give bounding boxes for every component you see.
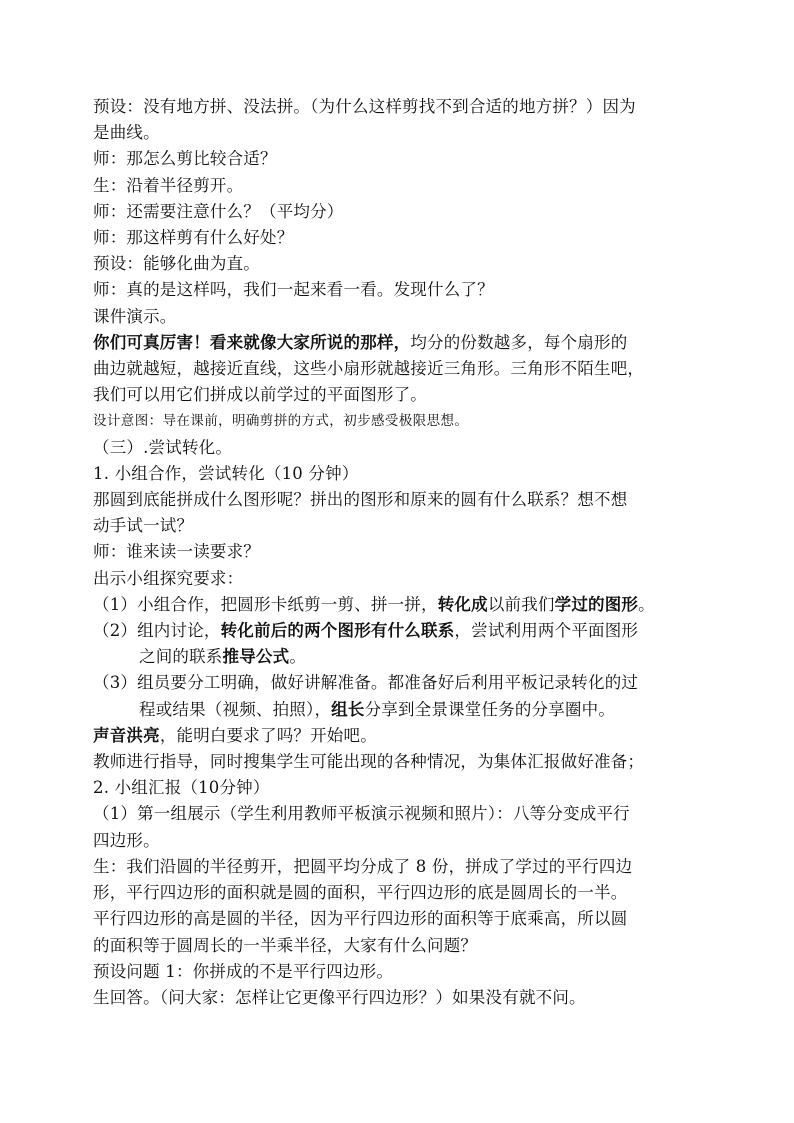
text-line: 课件演示。 — [93, 306, 177, 326]
bold-text: 学过的图形 — [554, 594, 639, 614]
document-body — [93, 94, 707, 1011]
subsection-heading: 2. 小组汇报（10分钟） — [93, 778, 270, 798]
text-line: 是曲线。 — [93, 123, 160, 143]
text-line: 师：那这样剪有什么好处？ — [93, 228, 294, 248]
text-line: 师：那怎么剪比较合适？ — [93, 149, 277, 169]
requirement-item-3-cont — [93, 697, 707, 723]
text-run: （1）小组合作，把圆形卡纸剪一剪、拼一拼， — [93, 594, 438, 614]
text-run: ，能明白要求了吗？开始吧。 — [159, 725, 377, 745]
bold-text: 转化前后的两个图形有什么联系 — [220, 621, 455, 641]
text-line: 我们可以用它们拼成以前学过的平面图形了。 — [93, 385, 427, 405]
text-line: 动手试一试？ — [93, 516, 194, 536]
bold-text: 转化成 — [437, 594, 488, 614]
text-run: 。 — [638, 594, 655, 614]
text-line: 四边形。 — [93, 830, 160, 850]
text-line: 预设：能够化曲为直。 — [93, 254, 260, 274]
subsection-heading: 1. 小组合作，尝试转化（10 分钟） — [93, 463, 359, 483]
text-line: 预设问题 1：你拼成的不是平行四边形。 — [93, 961, 394, 981]
text-line: 曲边就越短，越接近直线，这些小扇形就越接近三角形。三角形不陌生吧， — [93, 359, 645, 379]
text-line: 师：谁来读一读要求？ — [93, 542, 260, 562]
requirement-item-3: （3）组员要分工明确，做好讲解准备。都准备好后利用平板记录转化的过 — [93, 673, 639, 693]
text-line: 师：真的是这样吗，我们一起来看一看。发现什么了？ — [93, 280, 494, 300]
text-run: ，尝试利用两个平面图形 — [454, 621, 639, 641]
bold-text: 推导公式 — [222, 647, 290, 667]
text-run: 程或结果（视频、拍照）， — [139, 699, 332, 719]
text-run: （2）组内讨论， — [93, 621, 221, 641]
text-line: 形，平行四边形的面积就是圆的面积，平行四边形的底是圆周长的一半。 — [93, 883, 628, 903]
text-run: 均分的份数越多，每个扇形的 — [410, 332, 628, 352]
text-line: （1）第一组展示（学生利用教师平板演示视频和照片）：八等分变成平行 — [93, 804, 630, 824]
text-run: 以前我们 — [487, 594, 555, 614]
text-run: 之间的联系 — [139, 647, 223, 667]
text-line: 平行四边形的高是圆的半径，因为平行四边形的面积等于底乘高，所以圆 — [93, 909, 628, 929]
text-line: 生：我们沿圆的半径剪开，把圆平均分成了 8 份，拼成了学过的平行四边 — [93, 856, 633, 876]
text-line: 生回答。（问大家：怎样让它更像平行四边形？）如果没有就不问。 — [93, 987, 586, 1007]
text-line: 生：沿着半径剪开。 — [93, 175, 244, 195]
text-line: 师：还需要注意什么？（平均分） — [93, 201, 344, 221]
text-run: 。 — [289, 647, 307, 667]
text-line: 教师进行指导，同时搜集学生可能出现的各种情况，为集体汇报做好准备； — [93, 752, 645, 772]
section-heading: （三）.尝试转化。 — [93, 437, 233, 457]
bold-text: 组长 — [331, 699, 365, 719]
requirement-item-2-cont — [93, 644, 707, 670]
text-line: 那圆到底能拼成什么图形呢？拼出的图形和原来的圆有什么联系？想不想 — [93, 490, 628, 510]
text-line — [93, 723, 707, 749]
bold-text: 你们可真厉害！看来就像大家所说的那样， — [93, 332, 411, 352]
design-intent-line: 设计意图：导在课前，明确剪拼的方式，初步感受极限思想。 — [93, 413, 469, 430]
requirement-item-1 — [93, 592, 707, 618]
text-line: 的面积等于圆周长的一半乘半径，大家有什么问题？ — [93, 935, 478, 955]
text-line: 预设：没有地方拼、没法拼。（为什么这样剪找不到合适的地方拼？）因为 — [93, 97, 636, 116]
text-run: 分享到全景课堂任务的分享圈中。 — [364, 699, 616, 719]
text-line: 出示小组探究要求： — [93, 568, 244, 588]
text-line — [93, 330, 707, 356]
requirement-item-2 — [93, 618, 707, 644]
bold-text: 声音洪亮 — [93, 725, 160, 745]
